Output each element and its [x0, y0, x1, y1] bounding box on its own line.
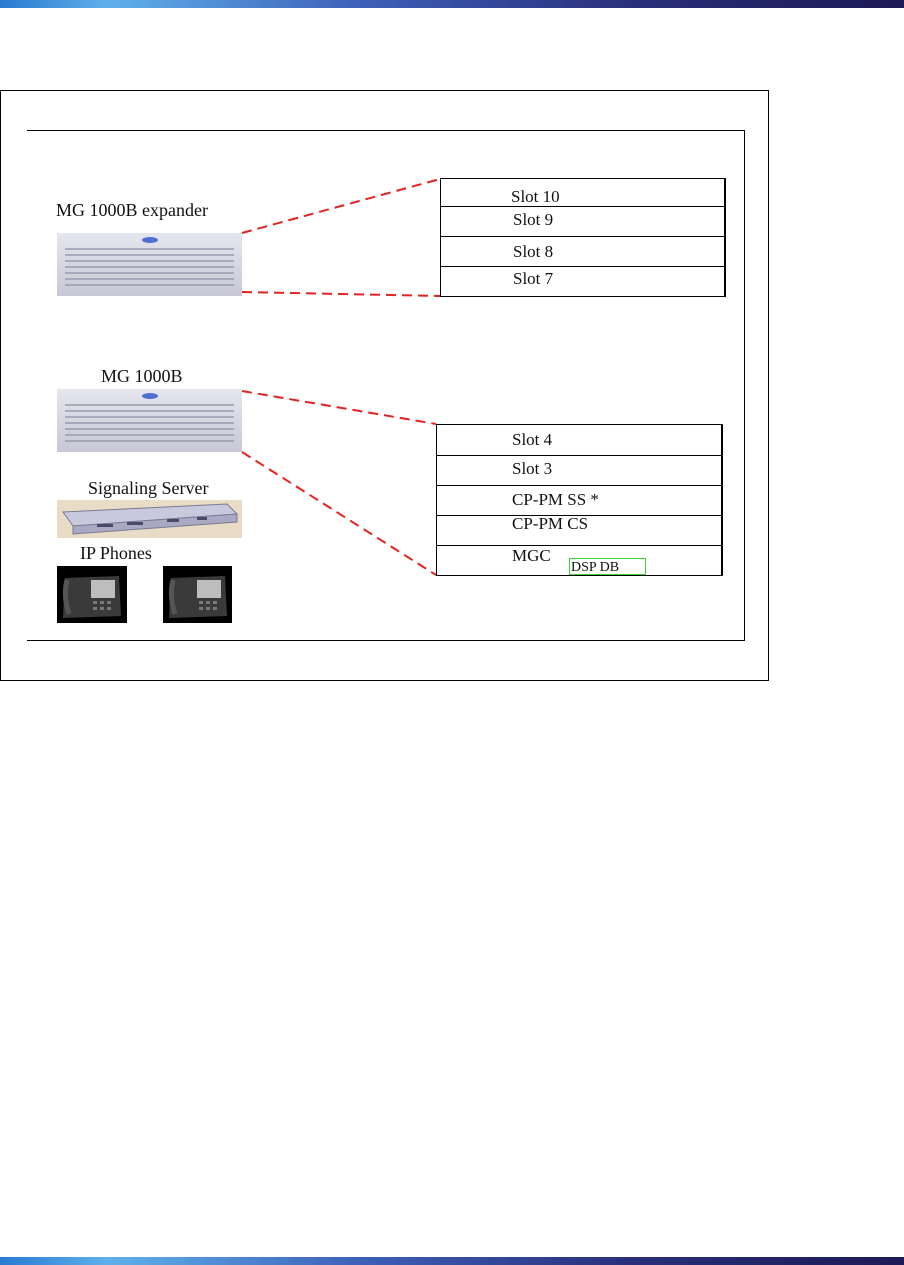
mg-slot-table [436, 424, 723, 576]
expander-slot-row [441, 267, 724, 296]
slot-label: Slot 9 [513, 210, 554, 229]
mg-connector-top [242, 391, 436, 424]
mg-slot-row [437, 456, 721, 486]
bottom-page-bar [0, 1257, 904, 1265]
mg-slot-row [437, 425, 721, 456]
slot-label: Slot 7 [513, 269, 554, 288]
ip-phones-label: IP Phones [80, 543, 152, 563]
expander-slot-row [441, 237, 724, 267]
expander-connector-top [242, 179, 440, 233]
slot-label: Slot 10 [511, 187, 560, 206]
mg-connector-bottom [242, 452, 436, 575]
slot-label: Slot 3 [512, 459, 553, 478]
slot-label: CP-PM SS * [512, 490, 599, 509]
dsp-db-label: DSP DB [571, 560, 620, 575]
signaling-server-label: Signaling Server [88, 478, 209, 498]
expander-slot-row [441, 207, 724, 237]
mg-label: MG 1000B [101, 366, 183, 386]
expander-slot-row [441, 179, 724, 207]
slot-label: Slot 8 [513, 242, 554, 261]
mg-slot-row [437, 486, 721, 516]
expander-label: MG 1000B expander [56, 200, 208, 220]
slot-label: Slot 4 [512, 430, 553, 449]
mg-slot-row [437, 516, 721, 546]
slot-label: CP-PM CS [512, 514, 589, 533]
slot-label: MGC [512, 546, 551, 565]
expander-connector-bottom [242, 292, 440, 296]
expander-slot-table [440, 178, 726, 297]
